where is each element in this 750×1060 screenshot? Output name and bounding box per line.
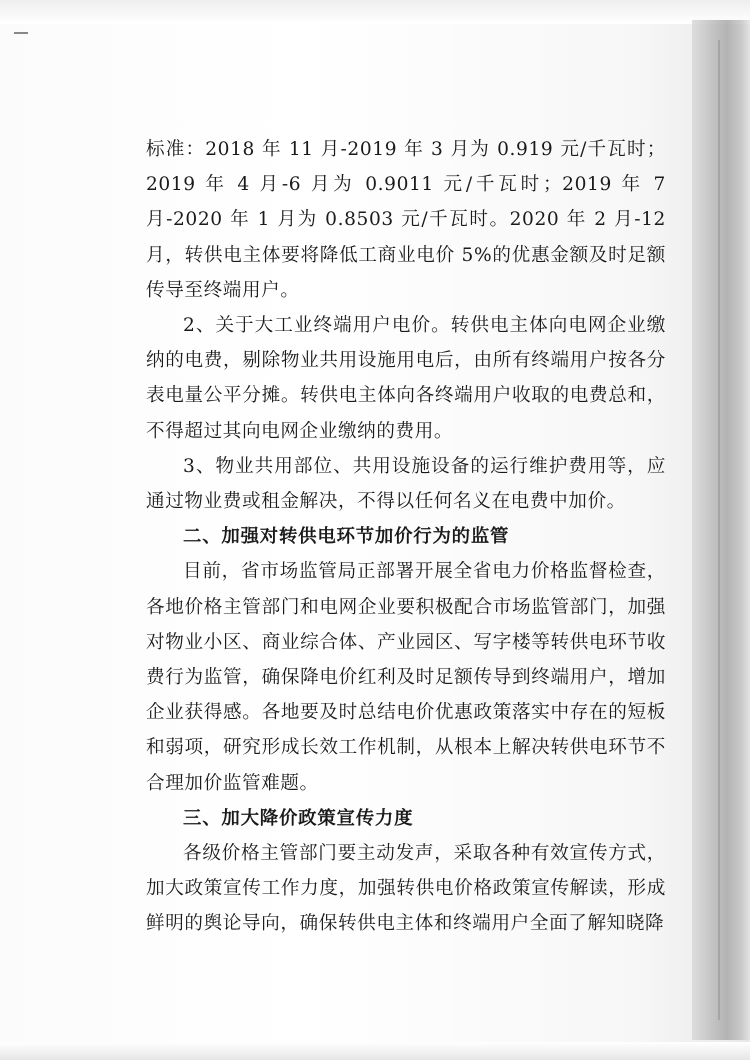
paragraph-price-standard: 标准：2018 年 11 月-2019 年 3 月为 0.919 元/千瓦时；2019 年 4 月-6 月为 0.9011 元/千瓦时；2019 年 7 月-2020 年 1 月为 0.8503 元/千瓦时。2020 年 2 月-12 月，转供电主体要将降低工商业电价 5%的优惠金额及时足额传导至终端用户。 <box>146 139 666 301</box>
scan-bottom-shade <box>0 1042 750 1060</box>
scan-binding-line <box>718 40 720 1020</box>
paragraph-publicity-detail: 各级价格主管部门要主动发声，采取各种有效宣传方式，加大政策宣传工作力度，加强转供电价格政策宣传解读，形成鲜明的舆论导向，确保转供电主体和终端用户全面了解知晓降 <box>146 843 666 935</box>
document-body <box>146 132 666 942</box>
scan-right-edge-shadow <box>692 20 750 1040</box>
paragraph-property-maintenance-fee: 3、物业共用部位、共用设施设备的运行维护费用等，应通过物业费或租金解决，不得以任何名义在电费中加价。 <box>146 455 666 513</box>
section-heading-publicity: 三、加大降价政策宣传力度 <box>183 807 414 829</box>
section-heading-supervision: 二、加强对转供电环节加价行为的监管 <box>183 526 510 548</box>
paragraph-supervision-detail: 目前，省市场监管局正部署开展全省电力价格监督检查，各地价格主管部门和电网企业要积极配合市场监管部门，加强对物业小区、商业综合体、产业园区、写字楼等转供电环节收费行为监管，确保降电价红利及时足额传导到终端用户，增加企业获得感。各地要及时总结电价优惠政策落实中存在的短板和弱项，研究形成长效工作机制，从根本上解决转供电环节不合理加价监管难题。 <box>146 561 666 794</box>
paragraph-large-industry-price: 2、关于大工业终端用户电价。转供电主体向电网企业缴纳的电费，剔除物业共用设施用电后，由所有终端用户按各分表电量公平分摊。转供电主体向各终端用户收取的电费总和，不得超过其向电网企业缴纳的费用。 <box>146 315 666 442</box>
scan-corner-mark <box>14 32 28 34</box>
scan-top-shade <box>0 0 750 24</box>
